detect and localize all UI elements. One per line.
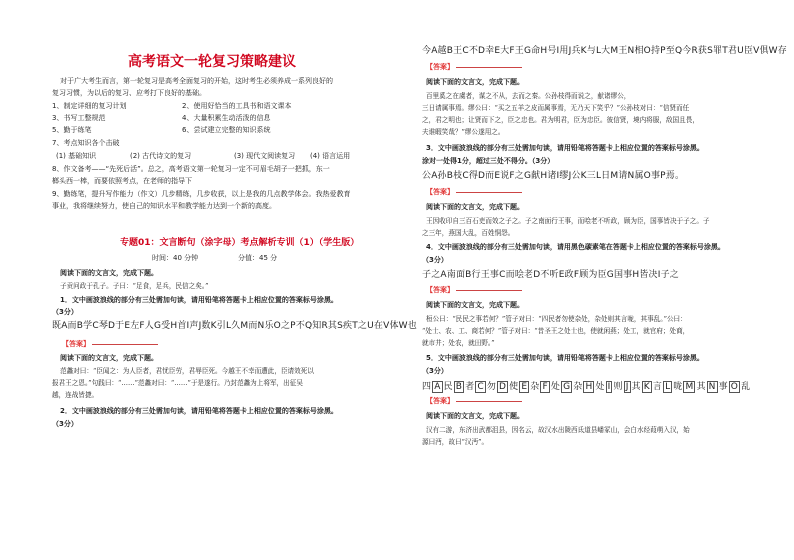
- read-instruction-6: 阅读下面的文言文，完成下题。: [426, 412, 524, 420]
- question-1-score: （3分）: [52, 308, 78, 316]
- passage-4-line-2: 之三年，燕国大乱，百姓恫怨。: [422, 229, 515, 237]
- sentence-char: 勿: [486, 382, 497, 392]
- question-2-sentence: 今A越B王C不D幸E大F王G命H号I用J兵K与L大M王N相O持P至Q今R获S罪T君U臣V俱W存: [422, 46, 787, 56]
- tip-3: 3、书写工整规范: [52, 114, 106, 122]
- intro-line-2: 复习习惯，为以后的复习、应考打下良好的基础。: [52, 89, 206, 97]
- sentence-char: 四: [422, 382, 432, 392]
- option-letter-J: J: [625, 382, 629, 392]
- tip-1: 1、制定详细的复习计划: [52, 102, 127, 110]
- sentence-char: 其: [631, 382, 641, 392]
- sentence-char: 事: [718, 382, 728, 392]
- tip-7: 7、考点知识各个击破: [52, 139, 120, 147]
- read-instruction-5: 阅读下面的文言文，完成下题。: [426, 301, 524, 309]
- option-letter-L: L: [665, 382, 671, 392]
- option-letter-E: E: [521, 382, 528, 392]
- read-instruction-1: 阅读下面的文言文，完成下题。: [60, 269, 158, 277]
- sentence-char: 则: [613, 382, 623, 392]
- tip-8-line-2: 榔头西一棒，而要依照考点，在老师的指导下: [52, 177, 192, 185]
- option-letter-H: H: [585, 382, 593, 392]
- question-2: 2．文中画波浪线的部分有三处需加句读，请用铅笔将答题卡上相应位置的答案标号涂黑。: [60, 407, 338, 415]
- tip-6: 6、尝试建立完整的知识系统: [182, 126, 271, 134]
- sentence-char: 杂: [573, 382, 583, 392]
- sentence-char: 乱: [741, 382, 751, 392]
- answer-2: 【答案】: [426, 63, 522, 71]
- sentence-char: 杂: [530, 382, 540, 392]
- option-letter-M: M: [685, 382, 694, 392]
- sentence-char: 其: [696, 382, 706, 392]
- passage-4-line-1: 王因收印自三百石吏而效之子之。子之南面行王事，而哙老不听政，顾为臣，国事皆决于子之。子: [426, 217, 710, 225]
- sentence-char: 言: [652, 382, 663, 392]
- answer-1-line: [92, 344, 158, 345]
- option-letter-N: N: [708, 382, 716, 392]
- passage-2-line-3: 越，连战皆捷。: [52, 391, 99, 399]
- option-letter-F: F: [542, 382, 548, 392]
- answer-1: 【答案】: [62, 340, 158, 348]
- passage-3-line-1: 百里奚之在虞者，谋之不从，去而之秦。公孙枝得而说之，献诸缪公，: [426, 92, 631, 100]
- passage-3-line-4: 夫谁暇笑哉？”缪公遂用之。: [422, 128, 505, 136]
- passage-6-line-2: 源曰沔，故曰“汉沔”。: [422, 438, 489, 446]
- sentence-char: 处: [595, 382, 605, 392]
- option-letter-A: A: [434, 382, 441, 392]
- page-title: 高考语文一轮复习策略建议: [128, 54, 296, 70]
- tip-5: 5、勤于练笔: [52, 126, 92, 134]
- tip-7-item-2: (2) 古代诗文的复习: [130, 152, 192, 160]
- question-5-score: （3分）: [422, 367, 448, 375]
- sentence-char: 处: [550, 382, 561, 392]
- read-instruction-4: 阅读下面的文言文，完成下题。: [426, 203, 524, 211]
- question-3: 3．文中画波浪线的部分有三处需加句读，请用铅笔将答题卡上相应位置的答案标号涂黑。: [426, 144, 704, 152]
- answer-4-line: [456, 290, 522, 291]
- read-instruction-2: 阅读下面的文言文，完成下题。: [60, 354, 158, 362]
- passage-2-line-1: 范蠡对曰：“臣闻之：为人臣者，君忧臣劳，君辱臣死。今越王不幸而遭此，臣请效死以: [60, 367, 314, 375]
- exam-score: 分值：45 分: [238, 254, 278, 262]
- exam-time: 时间：40 分钟: [152, 254, 199, 262]
- tip-4: 4、大量积累生动活泼的信息: [182, 114, 271, 122]
- question-4-score: （3分）: [422, 256, 448, 264]
- passage-5-line-3: 就市井；处农，就田野。”: [422, 339, 495, 347]
- passage-6-line-1: 汉有二游，东济出武都沮县，因名云，故汉水出陇西氐道县嶓冢山，会白水经葭萌入汉，始: [426, 426, 690, 434]
- question-2-score: （3分）: [52, 420, 78, 428]
- tip-2: 2、使用好恰当的工具书和语文课本: [182, 102, 292, 110]
- question-1: 1．文中画波浪线的部分有三处需加句读，请用铅笔将答题卡上相应位置的答案标号涂黑。: [60, 296, 338, 304]
- passage-5-line-1: 桓公曰：“民民之事若何？”管子对曰：“四民者勿使杂处，杂处则其言咙，其事乱。”公曰：: [426, 315, 687, 323]
- option-letter-K: K: [643, 382, 650, 392]
- tip-9-line-2: 事业，我将继续努力，使自己的知识水平和教学能力达到一个新的高度。: [52, 202, 276, 210]
- intro-line-1: 对于广大考生而言，第一轮复习是高考全面复习的开始，这时考生必须养成一系列良好的: [60, 77, 333, 85]
- question-3-sentence: 公A孙B枝C得D而E说F之G献H诸I缪J公K三L日M请N属O事P焉。: [422, 171, 685, 181]
- question-4: 4．文中画波浪线的部分有三处需加句读，请用黑色碳素笔在答题卡上相应位置的答案标号涂黑。: [426, 243, 725, 251]
- question-5: 5．文中画波浪线的部分有三处需加句读，请用铅笔将答题卡上相应位置的答案标号涂黑。: [426, 354, 704, 362]
- option-letter-D: D: [499, 382, 507, 392]
- question-4-sentence: 子之A南面B行王事C而哙老D不听E政F顾为臣G国事H皆决I子之: [422, 270, 680, 280]
- passage-3-line-2: 三日请属事焉。缪公曰：“买之五羊之皮而属事焉，无乃天下笑乎？”公孙枝对曰：“信贤而任: [422, 104, 690, 112]
- answer-3-line: [456, 192, 522, 193]
- option-letter-G: G: [563, 382, 571, 392]
- topic-title: 专题01：文言断句（涂字母）考点解析专训（1）（学生版）: [120, 238, 360, 248]
- question-1-sentence: 既A而B学C琴D于E左F人G受H首I声J数K引L久M而N乐O之P不Q知R其S疾T之U在V体W也: [52, 321, 417, 331]
- option-letter-B: B: [455, 382, 463, 392]
- passage-3-line-3: 之，君之明也；让贤而下之，臣之忠也。君为明君，臣为忠臣。彼信贤，境内将服，敌国且畏，: [422, 116, 699, 124]
- sentence-char: 咙: [673, 382, 683, 392]
- option-letter-I: I: [607, 382, 611, 392]
- tip-7-item-4: (4) 语言运用: [310, 152, 351, 160]
- read-instruction-3: 阅读下面的文言文，完成下题。: [426, 78, 524, 86]
- sentence-char: 者: [465, 382, 475, 392]
- sentence-char: 民: [443, 382, 453, 392]
- question-5-sentence: [422, 381, 750, 393]
- answer-4: 【答案】: [426, 286, 522, 294]
- passage-2-line-2: 报君王之恩。”句践曰：“……”范蠡对曰：“……”于是遂行。乃封范蠡为上将军，出征吴: [52, 379, 303, 387]
- answer-3: 【答案】: [426, 188, 522, 196]
- passage-5-line-2: “处士、农、工、商若何？”管子对曰：“昔圣王之处士也，使就闲燕；处工，就官府；处商，: [422, 327, 690, 335]
- tip-9-line-1: 9、勤练笔，提升写作能力（作文）几步精练，几步收获，以上是我的几点教学体会。我热爱教育: [52, 190, 351, 198]
- question-3-rule: 涂对一处得1分，超过三处不得分。（3分）: [422, 157, 555, 165]
- answer-2-line: [456, 67, 522, 68]
- tip-7-item-3: (3) 现代文阅读复习: [234, 152, 296, 160]
- answer-5: 【答案】: [426, 397, 522, 405]
- option-letter-C: C: [477, 382, 484, 392]
- sentence-char: 使: [509, 382, 519, 392]
- tip-8-line-1: 8、作文备考——“先死后活”。总之，高考语文第一轮复习一定不可眉毛胡子一把抓，东一: [52, 165, 330, 173]
- option-letter-O: O: [730, 382, 739, 392]
- passage-1: 子贡问政于孔子。子曰：“足食，足兵，民信之矣。”: [60, 282, 209, 290]
- tip-7-item-1: (1) 基础知识: [56, 152, 97, 160]
- answer-5-line: [456, 401, 522, 402]
